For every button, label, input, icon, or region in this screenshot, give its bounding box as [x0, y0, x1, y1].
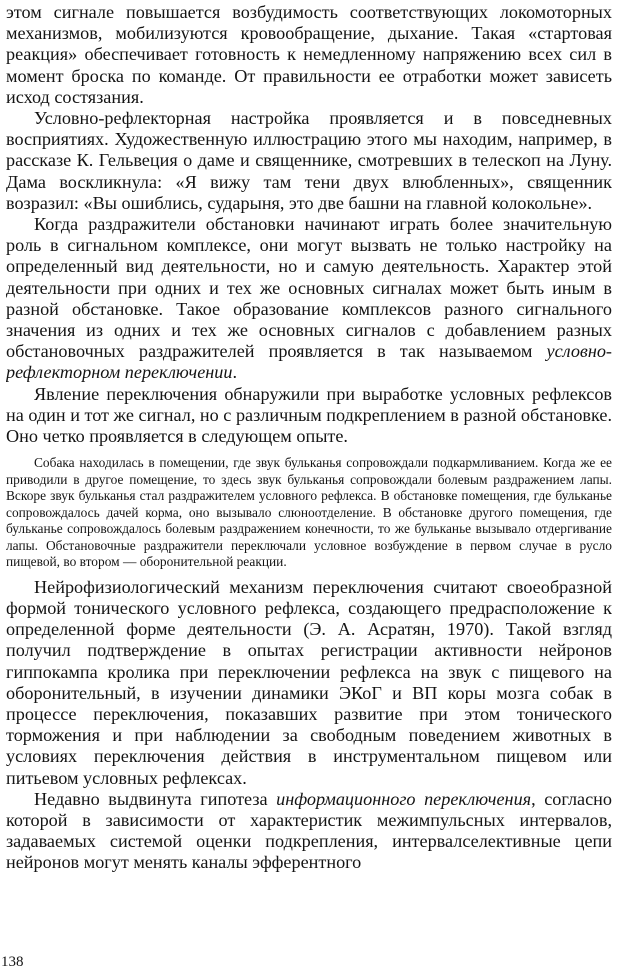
term-conditioned-switching: условно-рефлекторном переключении — [6, 341, 612, 383]
paragraph-hypothesis-end: , согласно которой в зависимости от характеристик межимпульсных интервалов, задаваемых системой оценки подкрепления, интервалселективные цепи нейронов могут менять каналы эфферентного — [6, 788, 612, 873]
page-number: 138 — [1, 954, 24, 970]
paragraph-switching-end: . — [232, 362, 238, 383]
paragraph-hypothesis — [6, 789, 612, 874]
paragraph-switching-text: Когда раздражители обстановки начинают играть более значительную роль в сигнальном комплексе, они могут вызвать не только настройку на определенный вид деятельности, но и самую деятельность. Характер этой деятельности при одних и тех же основных сигналах может быть иным в разной обстановке. Такое образование комплексов разного сигнального значения из одних и тех же основных сигналов с добавлением разных обстановочных раздражителей проявляется в так называемом — [6, 214, 612, 362]
paragraph-neurophysiology: Нейрофизиологический механизм переключения считают своеобразной формой тонического условного рефлекса, создающего предрасположение к определенной форме деятельности (Э. А. Асратян, 1970). Такой взгляд получил подтверждение в опытах регистрации активности нейронов гиппокампа кролика при переключении рефлекса на звук с пищевого на оборонительный, в изучении динамики ЭКоГ и ВП коры мозга собак в процессе переключения, показавших развитие при этом тонического торможения и при наблюдении за свободным поведением животных в условиях переключения действия в инструментальном пищевом или питьевом условных рефлексах. — [6, 576, 612, 788]
paragraph-switching-intro — [6, 214, 612, 384]
paragraph-hypothesis-text: Недавно выдвинута гипотеза — [34, 788, 277, 809]
paragraph-switching-phenomenon: Явление переключения обнаружили при выработке условных рефлексов на один и тот же сигнал, но с различным подкреплением в разной обстановке. Оно четко проявляется в следующем опыте. — [6, 383, 612, 447]
book-page — [6, 0, 612, 974]
paragraph-start-reaction: этом сигнале повышается возбудимость соответствующих локомоторных механизмов, мобилизуются кровообращение, дыхание. Такая «стартовая реакция» обеспечивает готовность к немедленному напряжению всех сил в момент броска по команде. От правильности ее отработки может зависеть исход состязания. — [6, 2, 612, 107]
experiment-note-text: Собака находилась в помещении, где звук бульканья сопровождали подкармливанием. Когда же ее приводили в другое помещение, то здесь звук бульканья сопровождали болевым раздражением лапы. Вскоре звук бульканья стал раздражителем условного рефлекса. В обстановке помещения, где бульканье сопровождалось дачей корма, оно вызывало слюноотделение. В обстановке другого помещения, где бульканье сопровождалось болевым раздражением конечности, то же бульканье вызывало отдергивание лапы. Обстановочные раздражители переключали условное возбуждение в первом случае в русло пищевой, во втором — оборонительной реакции. — [6, 455, 612, 570]
paragraph-conditioned-tuning: Условно-рефлекторная настройка проявляется и в повседневных восприятиях. Художественную иллюстрацию этого мы находим, например, в рассказе К. Гельвеция о даме и священнике, смотревших в телескоп на Луну. Дама воскликнула: «Я вижу там тени двух влюбленных», священник возразил: «Вы ошиблись, сударыня, это две башни на главной колокольне». — [6, 108, 612, 213]
term-information-switching: информационного переключения — [276, 788, 532, 809]
experiment-note — [6, 455, 612, 571]
